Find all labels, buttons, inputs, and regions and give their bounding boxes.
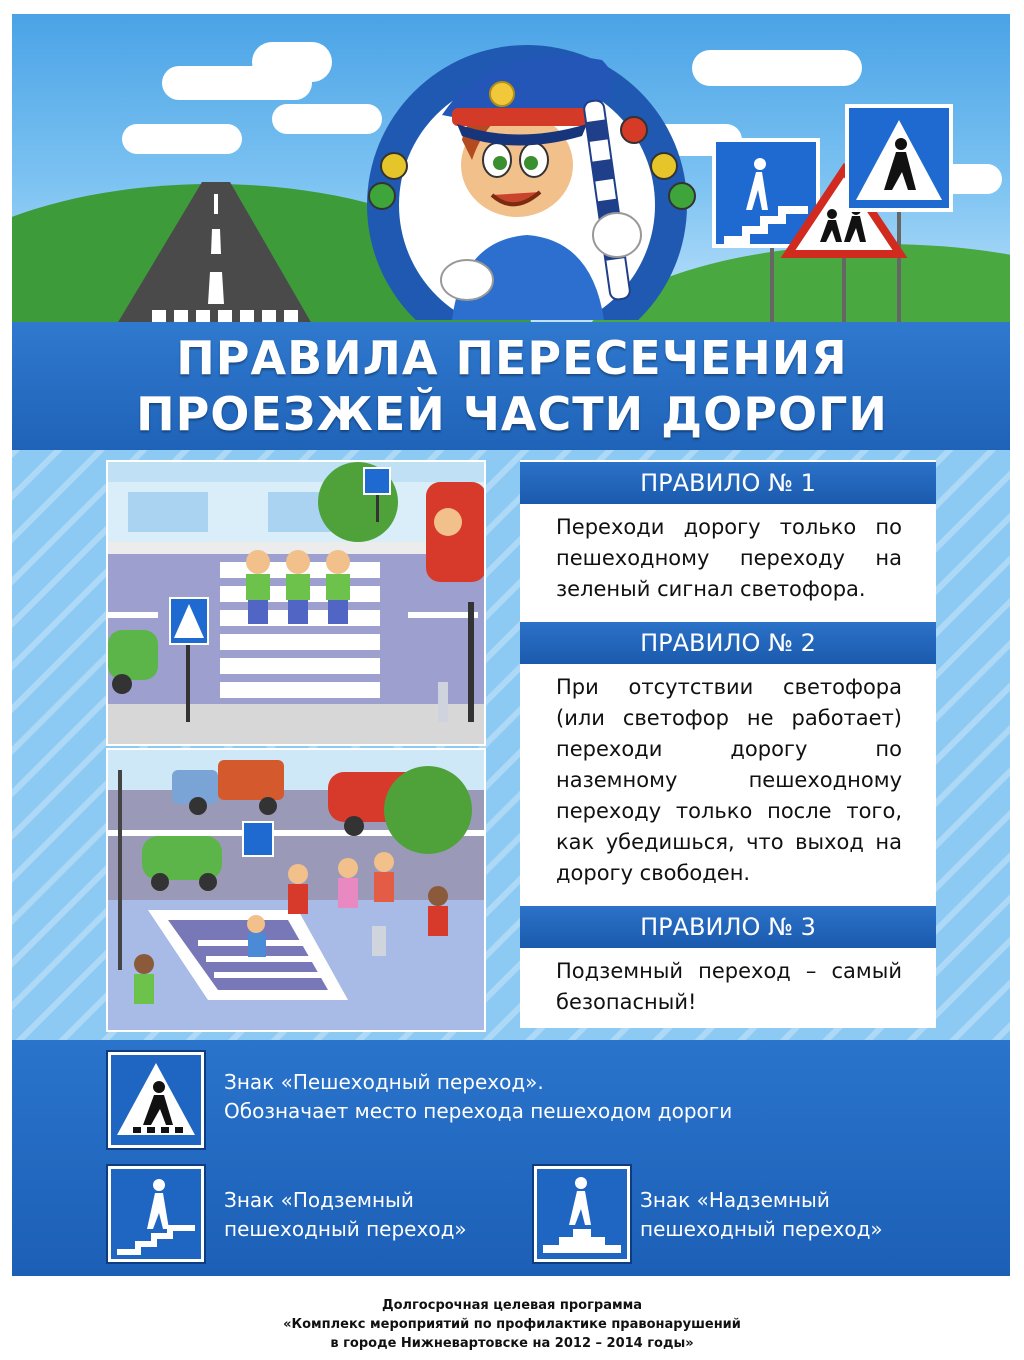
footer bbox=[0, 1296, 1024, 1353]
crossing-scene-illustration bbox=[106, 460, 486, 746]
footer-line-3: в городе Нижневартовске на 2012 – 2014 годы» bbox=[330, 1336, 694, 1351]
pedestrian-crossing-sign-icon bbox=[108, 1052, 204, 1148]
overground-sign-line-1: Знак «Надземный bbox=[640, 1188, 830, 1212]
crossing-sign-line-2: Обозначает место перехода пешеходом дороги bbox=[224, 1099, 733, 1123]
crossing-sign-line-1: Знак «Пешеходный переход». bbox=[224, 1070, 544, 1094]
underground-sign-line-1: Знак «Подземный bbox=[224, 1188, 414, 1212]
crossing-sign-caption bbox=[224, 1068, 732, 1126]
title-line-1: ПРАВИЛА ПЕРЕСЕЧЕНИЯ bbox=[176, 331, 848, 385]
footer-line-1: Долгосрочная целевая программа bbox=[381, 1298, 643, 1313]
road-signs-illustration bbox=[692, 14, 1010, 324]
underground-scene-illustration bbox=[106, 748, 486, 1032]
overground-crossing-sign-svg bbox=[537, 1169, 627, 1259]
rule-3-text: Подземный переход – самый безопасный! bbox=[556, 959, 902, 1014]
overground-sign-caption bbox=[640, 1186, 883, 1244]
underground-scene-svg bbox=[108, 750, 484, 1030]
footer-line-2: «Комплекс мероприятий по профилактике правонарушений bbox=[283, 1317, 741, 1332]
rule-2-heading: ПРАВИЛО № 2 bbox=[520, 622, 936, 664]
header-illustration bbox=[12, 14, 1010, 324]
underground-crossing-sign-svg bbox=[111, 1169, 201, 1259]
crossing-scene-svg bbox=[108, 462, 484, 744]
rule-2-text: При отсутствии светофора (или светофор не работает) переходи дорогу по наземному пешеходному переходу только после того, как убедишься, что выход на дорогу свободен. bbox=[556, 675, 902, 885]
title-line-2: ПРОЕЗЖЕЙ ЧАСТИ ДОРОГИ bbox=[136, 387, 888, 441]
policeman-mascot-icon bbox=[342, 20, 702, 320]
pedestrian-crossing-sign-svg bbox=[111, 1055, 201, 1145]
rule-3-heading: ПРАВИЛО № 3 bbox=[520, 906, 936, 948]
page-title bbox=[0, 330, 1024, 442]
rule-1-heading: ПРАВИЛО № 1 bbox=[520, 462, 936, 504]
rule-1-text: Переходи дорогу только по пешеходному переходу на зеленый сигнал светофора. bbox=[556, 515, 902, 601]
overground-crossing-sign-icon bbox=[534, 1166, 630, 1262]
underground-crossing-sign-icon bbox=[108, 1166, 204, 1262]
overground-sign-line-2: пешеходный переход» bbox=[640, 1217, 883, 1241]
underground-sign-caption bbox=[224, 1186, 467, 1244]
underground-sign-line-2: пешеходный переход» bbox=[224, 1217, 467, 1241]
